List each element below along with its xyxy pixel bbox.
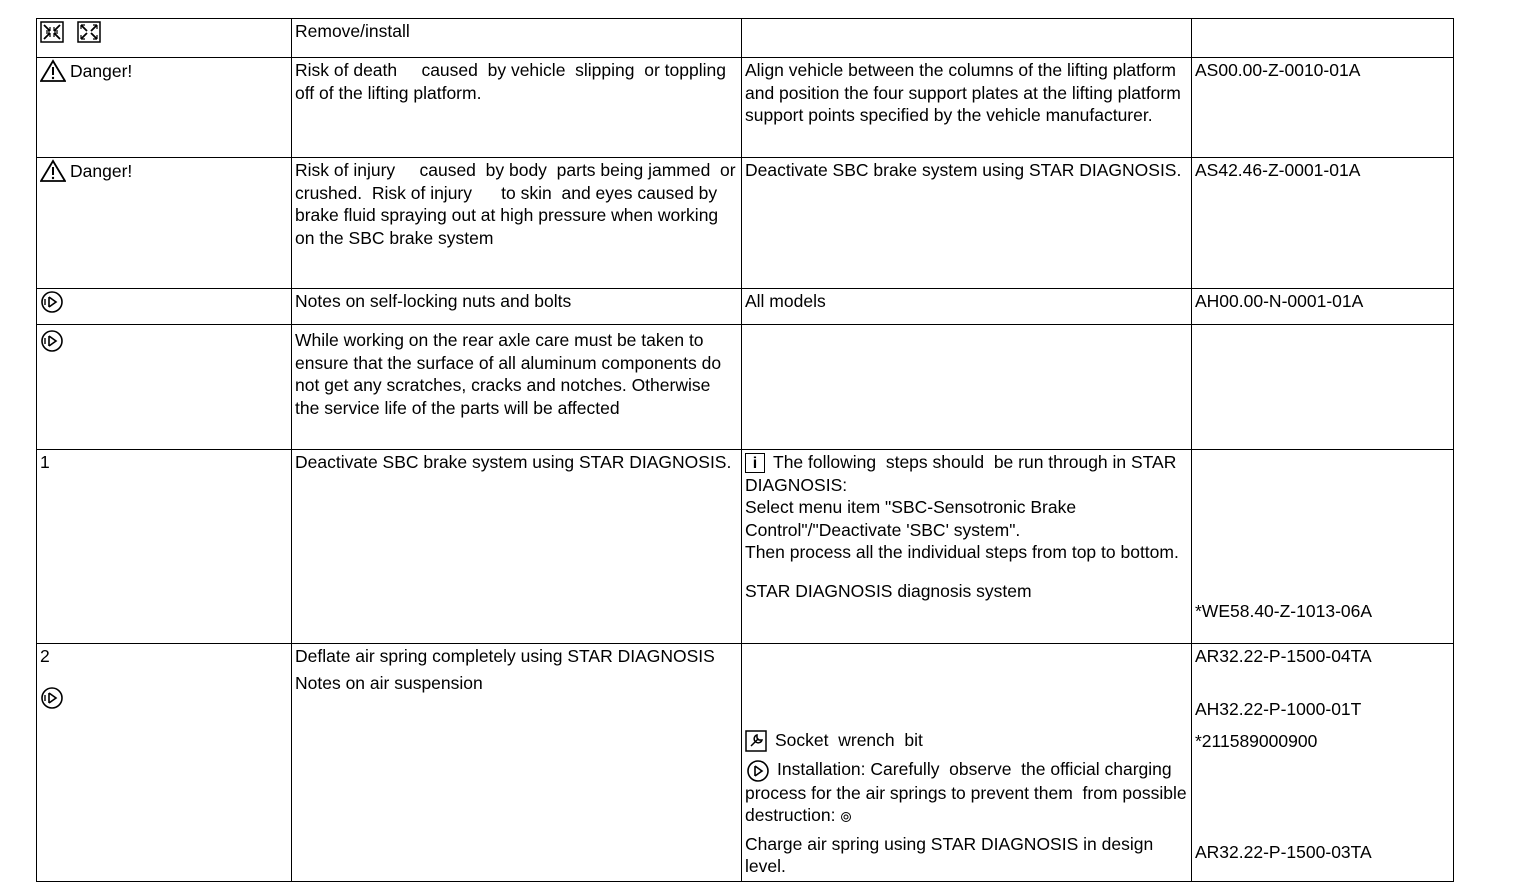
hazard-text: Risk of death caused by vehicle slipping or toppling off of the lifting platform. [292, 58, 742, 158]
tool-line: Socket wrench bit [745, 729, 1188, 752]
instruction-text: Deactivate SBC brake system using STAR DIAGNOSIS. [742, 158, 1192, 289]
installation-icon [745, 760, 771, 782]
step-text: Deflate air spring completely using STAR DIAGNOSIS [295, 646, 715, 666]
instruction-text: Align vehicle between the columns of the lifting platform and position the four support plates at the lifting platform support points specified by the vehicle manufacturer. [742, 58, 1192, 158]
note-text: Notes on air suspension [295, 672, 483, 693]
warning-triangle-icon [40, 159, 66, 183]
reference-code: AS42.46-Z-0001-01A [1192, 158, 1454, 289]
reference-code: AH32.22-P-1000-01T [1195, 698, 1362, 719]
info-icon: i [745, 453, 765, 473]
procedure-document [36, 18, 1453, 882]
note-arrow-icon [40, 291, 64, 313]
step-number: 1 [37, 450, 292, 644]
step-number: 2 [40, 646, 50, 666]
reference-code: AH00.00-N-0001-01A [1192, 289, 1454, 325]
step-text: Remove/install [292, 19, 742, 58]
table-row [37, 450, 1454, 644]
table-row [37, 58, 1454, 158]
note-text: Notes on self-locking nuts and bolts [292, 289, 742, 325]
info-line: Then process all the individual steps from top to bottom. [745, 542, 1179, 562]
installation-note [745, 758, 1202, 826]
installation-text: Carefully observe the official charging process for the air springs to prevent them from possible destruction: [745, 759, 1202, 826]
warning-triangle-icon [40, 59, 66, 83]
installation-label: Installation: [777, 759, 866, 780]
note-text: While working on the rear axle care must be taken to ensure that the surface of all aluminum components do not get any scratches, cracks and notches. Otherwise the service life of the parts will be affected [292, 325, 742, 450]
hazard-text: Risk of injury caused by body parts being jammed or crushed. Risk of injury to skin and eyes caused by brake fluid spraying out at high pressure when working on the SBC brake system [292, 158, 742, 289]
charge-instruction: Charge air spring using STAR DIAGNOSIS in design level. [745, 833, 1154, 877]
tool-code: *WE58.40-Z-1013-06A [1195, 601, 1373, 621]
socket-wrench-icon [745, 730, 767, 752]
step-text: Deactivate SBC brake system using STAR DIAGNOSIS. [292, 450, 742, 644]
info-note: i The following steps should be run through in STAR DIAGNOSIS: [745, 452, 1182, 495]
note-arrow-icon [40, 687, 64, 709]
procedure-table [36, 18, 1454, 882]
table-row [37, 325, 1454, 450]
applicability-text: All models [742, 289, 1192, 325]
note-arrow-icon [40, 330, 64, 352]
danger-label: Danger! [70, 61, 133, 82]
install-icon [77, 21, 101, 43]
info-line: Select menu item "SBC-Sensotronic Brake Control"/"Deactivate 'SBC' system". [745, 497, 1077, 540]
tool-code: *211589000900 [1195, 731, 1318, 751]
tool-name: STAR DIAGNOSIS diagnosis system [745, 580, 1032, 601]
table-row [37, 289, 1454, 325]
danger-label: Danger! [70, 161, 133, 182]
icon-cell [37, 19, 292, 58]
pointer-icon [840, 811, 852, 823]
table-row [37, 158, 1454, 289]
reference-code: AR32.22-P-1500-03TA [1195, 841, 1372, 862]
table-row [37, 644, 1454, 882]
reference-code: AS00.00-Z-0010-01A [1192, 58, 1454, 158]
table-row [37, 19, 1454, 58]
remove-icon [40, 21, 64, 43]
reference-code: AR32.22-P-1500-04TA [1195, 646, 1372, 666]
